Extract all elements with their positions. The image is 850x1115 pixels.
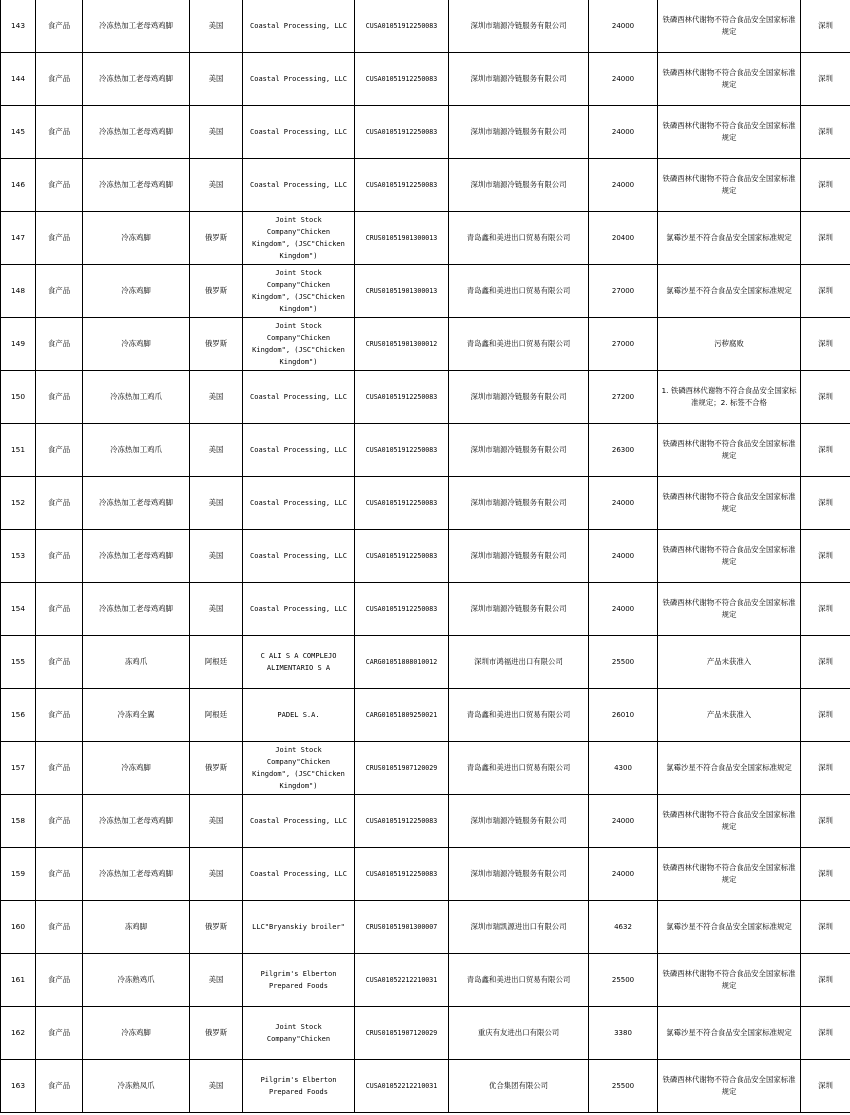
port-cell: 深圳 <box>801 848 850 901</box>
rejection-reason-cell: 铁磷酉林代谢物不符合食品安全国家标准规定 <box>658 53 801 106</box>
registration-number-cell: CUSA01051912250083 <box>355 530 449 583</box>
manufacturer-cell: Coastal Processing, LLC <box>243 53 355 106</box>
origin-country-cell: 美国 <box>190 159 243 212</box>
row-number: 143 <box>1 0 36 53</box>
origin-country-cell: 美国 <box>190 477 243 530</box>
category-cell: 食产品 <box>36 1060 83 1113</box>
weight-cell: 24000 <box>589 53 658 106</box>
manufacturer-cell: Joint Stock Company"Chicken Kingdom", (JSC"Chicken Kingdom") <box>243 212 355 265</box>
weight-cell: 24000 <box>589 848 658 901</box>
product-name-cell: 冻鸡爪 <box>83 636 190 689</box>
product-name-cell: 冷冻鸡脚 <box>83 212 190 265</box>
weight-cell: 20400 <box>589 212 658 265</box>
port-cell: 深圳 <box>801 53 850 106</box>
importer-cell: 深圳市瑞源冷链服务有限公司 <box>449 530 589 583</box>
category-cell: 食产品 <box>36 583 83 636</box>
row-number: 156 <box>1 689 36 742</box>
port-cell: 深圳 <box>801 901 850 954</box>
registration-number-cell: CUSA01051912250083 <box>355 424 449 477</box>
importer-cell: 青岛鑫和美进出口贸易有限公司 <box>449 954 589 1007</box>
category-cell: 食产品 <box>36 1007 83 1060</box>
manufacturer-cell: Coastal Processing, LLC <box>243 583 355 636</box>
port-cell: 深圳 <box>801 371 850 424</box>
table-row <box>1 1060 850 1113</box>
weight-cell: 27000 <box>589 265 658 318</box>
weight-cell: 24000 <box>589 795 658 848</box>
product-name-cell: 冻鸡脚 <box>83 901 190 954</box>
rejection-reason-cell: 铁磷酉林代谢物不符合食品安全国家标准规定 <box>658 530 801 583</box>
table-row <box>1 954 850 1007</box>
importer-cell: 青岛鑫和美进出口贸易有限公司 <box>449 318 589 371</box>
importer-cell: 深圳市瑞凯源进出口有限公司 <box>449 901 589 954</box>
row-number: 161 <box>1 954 36 1007</box>
registration-number-cell: CUSA01052212210031 <box>355 954 449 1007</box>
product-name-cell: 冷冻热加工老母鸡鸡脚 <box>83 477 190 530</box>
product-name-cell: 冷冻热加工老母鸡鸡脚 <box>83 530 190 583</box>
importer-cell: 深圳市瑞源冷链服务有限公司 <box>449 848 589 901</box>
registration-number-cell: CUSA01051912250083 <box>355 477 449 530</box>
origin-country-cell: 美国 <box>190 795 243 848</box>
origin-country-cell: 阿根廷 <box>190 689 243 742</box>
category-cell: 食产品 <box>36 106 83 159</box>
rejection-reason-cell: 铁磷酉林代谢物不符合食品安全国家标准规定 <box>658 848 801 901</box>
importer-cell: 优合集团有限公司 <box>449 1060 589 1113</box>
product-name-cell: 冷冻鸡脚 <box>83 742 190 795</box>
row-number: 144 <box>1 53 36 106</box>
weight-cell: 26300 <box>589 424 658 477</box>
category-cell: 食产品 <box>36 795 83 848</box>
table-row <box>1 371 850 424</box>
weight-cell: 24000 <box>589 530 658 583</box>
registration-number-cell: CUSA01051912250083 <box>355 0 449 53</box>
row-number: 153 <box>1 530 36 583</box>
registration-number-cell: CRUS01051907120029 <box>355 742 449 795</box>
origin-country-cell: 俄罗斯 <box>190 901 243 954</box>
rejection-reason-cell: 铁磷酉林代谢物不符合食品安全国家标准规定 <box>658 477 801 530</box>
origin-country-cell: 美国 <box>190 848 243 901</box>
category-cell: 食产品 <box>36 0 83 53</box>
weight-cell: 27000 <box>589 318 658 371</box>
table-row <box>1 212 850 265</box>
registration-number-cell: CUSA01051912250083 <box>355 583 449 636</box>
table-row <box>1 477 850 530</box>
port-cell: 深圳 <box>801 0 850 53</box>
rejection-reason-cell: 氯霉沙星不符合食品安全国家标准规定 <box>658 1007 801 1060</box>
rejection-reason-cell: 铁磷酉林代谢物不符合食品安全国家标准规定 <box>658 0 801 53</box>
row-number: 145 <box>1 106 36 159</box>
origin-country-cell: 俄罗斯 <box>190 265 243 318</box>
row-number: 150 <box>1 371 36 424</box>
manufacturer-cell: Joint Stock Company"Chicken Kingdom", (JSC"Chicken Kingdom") <box>243 742 355 795</box>
weight-cell: 24000 <box>589 477 658 530</box>
origin-country-cell: 俄罗斯 <box>190 318 243 371</box>
port-cell: 深圳 <box>801 477 850 530</box>
importer-cell: 深圳市瑞源冷链服务有限公司 <box>449 583 589 636</box>
weight-cell: 24000 <box>589 583 658 636</box>
importer-cell: 深圳市瑞源冷链服务有限公司 <box>449 371 589 424</box>
registration-number-cell: CRUS01051901300007 <box>355 901 449 954</box>
category-cell: 食产品 <box>36 848 83 901</box>
importer-cell: 深圳市瑞源冷链服务有限公司 <box>449 53 589 106</box>
table-row <box>1 106 850 159</box>
product-name-cell: 冷冻熟鸡爪 <box>83 954 190 1007</box>
row-number: 155 <box>1 636 36 689</box>
table-row <box>1 159 850 212</box>
row-number: 157 <box>1 742 36 795</box>
registration-number-cell: CUSA01051912250083 <box>355 106 449 159</box>
row-number: 163 <box>1 1060 36 1113</box>
origin-country-cell: 美国 <box>190 583 243 636</box>
registration-number-cell: CRUS01051901300012 <box>355 318 449 371</box>
weight-cell: 4632 <box>589 901 658 954</box>
category-cell: 食产品 <box>36 477 83 530</box>
port-cell: 深圳 <box>801 265 850 318</box>
port-cell: 深圳 <box>801 106 850 159</box>
rejection-reason-cell: 氯霉沙星不符合食品安全国家标准规定 <box>658 742 801 795</box>
table-row <box>1 848 850 901</box>
table-row <box>1 901 850 954</box>
importer-cell: 重庆有友进出口有限公司 <box>449 1007 589 1060</box>
row-number: 154 <box>1 583 36 636</box>
port-cell: 深圳 <box>801 1007 850 1060</box>
origin-country-cell: 美国 <box>190 424 243 477</box>
manufacturer-cell: Coastal Processing, LLC <box>243 0 355 53</box>
weight-cell: 25500 <box>589 636 658 689</box>
row-number: 159 <box>1 848 36 901</box>
manufacturer-cell: C ALI S A COMPLEJO ALIMENTARIO S A <box>243 636 355 689</box>
category-cell: 食产品 <box>36 954 83 1007</box>
category-cell: 食产品 <box>36 159 83 212</box>
importer-cell: 深圳市瑞源冷链服务有限公司 <box>449 159 589 212</box>
category-cell: 食产品 <box>36 371 83 424</box>
port-cell: 深圳 <box>801 689 850 742</box>
table-row <box>1 689 850 742</box>
row-number: 147 <box>1 212 36 265</box>
table-row <box>1 424 850 477</box>
product-name-cell: 冷冻鸡脚 <box>83 1007 190 1060</box>
origin-country-cell: 美国 <box>190 106 243 159</box>
origin-country-cell: 美国 <box>190 954 243 1007</box>
product-name-cell: 冷冻熟凤爪 <box>83 1060 190 1113</box>
importer-cell: 深圳市瑞源冷链服务有限公司 <box>449 424 589 477</box>
manufacturer-cell: Coastal Processing, LLC <box>243 371 355 424</box>
weight-cell: 25500 <box>589 1060 658 1113</box>
rejection-reason-cell: 氯霉沙星不符合食品安全国家标准规定 <box>658 212 801 265</box>
row-number: 152 <box>1 477 36 530</box>
registration-number-cell: CUSA01051912250083 <box>355 53 449 106</box>
category-cell: 食产品 <box>36 424 83 477</box>
origin-country-cell: 俄罗斯 <box>190 1007 243 1060</box>
table-row <box>1 530 850 583</box>
category-cell: 食产品 <box>36 318 83 371</box>
weight-cell: 24000 <box>589 106 658 159</box>
origin-country-cell: 俄罗斯 <box>190 212 243 265</box>
product-name-cell: 冷冻热加工老母鸡鸡脚 <box>83 53 190 106</box>
category-cell: 食产品 <box>36 901 83 954</box>
weight-cell: 24000 <box>589 0 658 53</box>
port-cell: 深圳 <box>801 318 850 371</box>
category-cell: 食产品 <box>36 53 83 106</box>
registration-number-cell: CARG01051808010012 <box>355 636 449 689</box>
importer-cell: 青岛鑫和美进出口贸易有限公司 <box>449 689 589 742</box>
manufacturer-cell: Coastal Processing, LLC <box>243 159 355 212</box>
origin-country-cell: 美国 <box>190 0 243 53</box>
origin-country-cell: 美国 <box>190 1060 243 1113</box>
table-row <box>1 795 850 848</box>
port-cell: 深圳 <box>801 742 850 795</box>
importer-cell: 深圳市瑞源冷链服务有限公司 <box>449 106 589 159</box>
product-name-cell: 冷冻热加工老母鸡鸡脚 <box>83 0 190 53</box>
product-name-cell: 冷冻热加工老母鸡鸡脚 <box>83 795 190 848</box>
row-number: 151 <box>1 424 36 477</box>
category-cell: 食产品 <box>36 530 83 583</box>
manufacturer-cell: Coastal Processing, LLC <box>243 795 355 848</box>
table-row <box>1 0 850 53</box>
rejection-reason-cell: 铁磷酉林代谢物不符合食品安全国家标准规定 <box>658 424 801 477</box>
origin-country-cell: 俄罗斯 <box>190 742 243 795</box>
table-row <box>1 265 850 318</box>
rejection-reason-cell: 铁磷酉林代谢物不符合食品安全国家标准规定 <box>658 159 801 212</box>
table-row <box>1 53 850 106</box>
registration-number-cell: CUSA01051912250083 <box>355 795 449 848</box>
product-name-cell: 冷冻热加工老母鸡鸡脚 <box>83 106 190 159</box>
manufacturer-cell: Coastal Processing, LLC <box>243 477 355 530</box>
registration-number-cell: CRUS01051901300013 <box>355 265 449 318</box>
manufacturer-cell: Joint Stock Company"Chicken Kingdom", (JSC"Chicken Kingdom") <box>243 265 355 318</box>
category-cell: 食产品 <box>36 212 83 265</box>
category-cell: 食产品 <box>36 265 83 318</box>
product-name-cell: 冷冻鸡脚 <box>83 265 190 318</box>
registration-number-cell: CRUS01051907120029 <box>355 1007 449 1060</box>
table-body <box>1 0 850 1113</box>
origin-country-cell: 美国 <box>190 371 243 424</box>
registration-number-cell: CUSA01052212210031 <box>355 1060 449 1113</box>
category-cell: 食产品 <box>36 636 83 689</box>
origin-country-cell: 美国 <box>190 530 243 583</box>
registration-number-cell: CUSA01051912250083 <box>355 159 449 212</box>
product-name-cell: 冷冻热加工鸡爪 <box>83 424 190 477</box>
port-cell: 深圳 <box>801 583 850 636</box>
origin-country-cell: 阿根廷 <box>190 636 243 689</box>
port-cell: 深圳 <box>801 795 850 848</box>
rejection-reason-cell: 铁磷酉林代谢物不符合食品安全国家标准规定 <box>658 795 801 848</box>
row-number: 148 <box>1 265 36 318</box>
rejection-reason-cell: 铁磷酉林代谢物不符合食品安全国家标准规定 <box>658 1060 801 1113</box>
manufacturer-cell: Joint Stock Company"Chicken <box>243 1007 355 1060</box>
rejection-reason-cell: 污秽腐败 <box>658 318 801 371</box>
manufacturer-cell: Pilgrim's Elberton Prepared Foods <box>243 1060 355 1113</box>
table-row <box>1 636 850 689</box>
importer-cell: 深圳市瑞源冷链服务有限公司 <box>449 795 589 848</box>
manufacturer-cell: Coastal Processing, LLC <box>243 106 355 159</box>
row-number: 162 <box>1 1007 36 1060</box>
table-row <box>1 742 850 795</box>
rejection-reason-cell: 铁磷酉林代谢物不符合食品安全国家标准规定 <box>658 583 801 636</box>
product-name-cell: 冷冻热加工老母鸡鸡脚 <box>83 848 190 901</box>
importer-cell: 深圳市瑞源冷链服务有限公司 <box>449 0 589 53</box>
importer-cell: 深圳市瑞源冷链服务有限公司 <box>449 477 589 530</box>
registration-number-cell: CRUS01051901300013 <box>355 212 449 265</box>
port-cell: 深圳 <box>801 159 850 212</box>
row-number: 149 <box>1 318 36 371</box>
row-number: 160 <box>1 901 36 954</box>
weight-cell: 24000 <box>589 159 658 212</box>
manufacturer-cell: Joint Stock Company"Chicken Kingdom", (JSC"Chicken Kingdom") <box>243 318 355 371</box>
port-cell: 深圳 <box>801 530 850 583</box>
port-cell: 深圳 <box>801 1060 850 1113</box>
row-number: 158 <box>1 795 36 848</box>
rejection-reason-cell: 铁磷酉林代谢物不符合食品安全国家标准规定 <box>658 954 801 1007</box>
importer-cell: 深圳市鸿福进出口有限公司 <box>449 636 589 689</box>
manufacturer-cell: Coastal Processing, LLC <box>243 848 355 901</box>
manufacturer-cell: Pilgrim's Elberton Prepared Foods <box>243 954 355 1007</box>
product-name-cell: 冷冻热加工老母鸡鸡脚 <box>83 159 190 212</box>
weight-cell: 3380 <box>589 1007 658 1060</box>
category-cell: 食产品 <box>36 689 83 742</box>
importer-cell: 青岛鑫和美进出口贸易有限公司 <box>449 212 589 265</box>
rejection-reason-cell: 氯霉沙星不符合食品安全国家标准规定 <box>658 901 801 954</box>
manufacturer-cell: PADEL S.A. <box>243 689 355 742</box>
rejection-reason-cell: 产品未获准入 <box>658 636 801 689</box>
table-row <box>1 583 850 636</box>
port-cell: 深圳 <box>801 636 850 689</box>
weight-cell: 4300 <box>589 742 658 795</box>
port-cell: 深圳 <box>801 424 850 477</box>
importer-cell: 青岛鑫和美进出口贸易有限公司 <box>449 742 589 795</box>
product-name-cell: 冷冻热加工鸡爪 <box>83 371 190 424</box>
category-cell: 食产品 <box>36 742 83 795</box>
table-row <box>1 1007 850 1060</box>
weight-cell: 27200 <box>589 371 658 424</box>
row-number: 146 <box>1 159 36 212</box>
registration-number-cell: CUSA01051912250083 <box>355 848 449 901</box>
product-name-cell: 冷冻鸡脚 <box>83 318 190 371</box>
rejection-reason-cell: 铁磷酉林代谢物不符合食品安全国家标准规定 <box>658 106 801 159</box>
manufacturer-cell: LLC"Bryanskiy broiler" <box>243 901 355 954</box>
rejection-reason-cell: 产品未获准入 <box>658 689 801 742</box>
rejection-reason-cell: 1. 铁磷酉林代谢物不符合食品安全国家标准规定；2. 标签不合格 <box>658 371 801 424</box>
rejection-reason-cell: 氯霉沙星不符合食品安全国家标准规定 <box>658 265 801 318</box>
table-row <box>1 318 850 371</box>
registration-number-cell: CARG01051809250021 <box>355 689 449 742</box>
port-cell: 深圳 <box>801 954 850 1007</box>
manufacturer-cell: Coastal Processing, LLC <box>243 530 355 583</box>
weight-cell: 25500 <box>589 954 658 1007</box>
product-name-cell: 冷冻热加工老母鸡鸡脚 <box>83 583 190 636</box>
weight-cell: 26010 <box>589 689 658 742</box>
product-name-cell: 冷冻鸡全翼 <box>83 689 190 742</box>
registration-number-cell: CUSA01051912250083 <box>355 371 449 424</box>
manufacturer-cell: Coastal Processing, LLC <box>243 424 355 477</box>
port-cell: 深圳 <box>801 212 850 265</box>
origin-country-cell: 美国 <box>190 53 243 106</box>
importer-cell: 青岛鑫和美进出口贸易有限公司 <box>449 265 589 318</box>
